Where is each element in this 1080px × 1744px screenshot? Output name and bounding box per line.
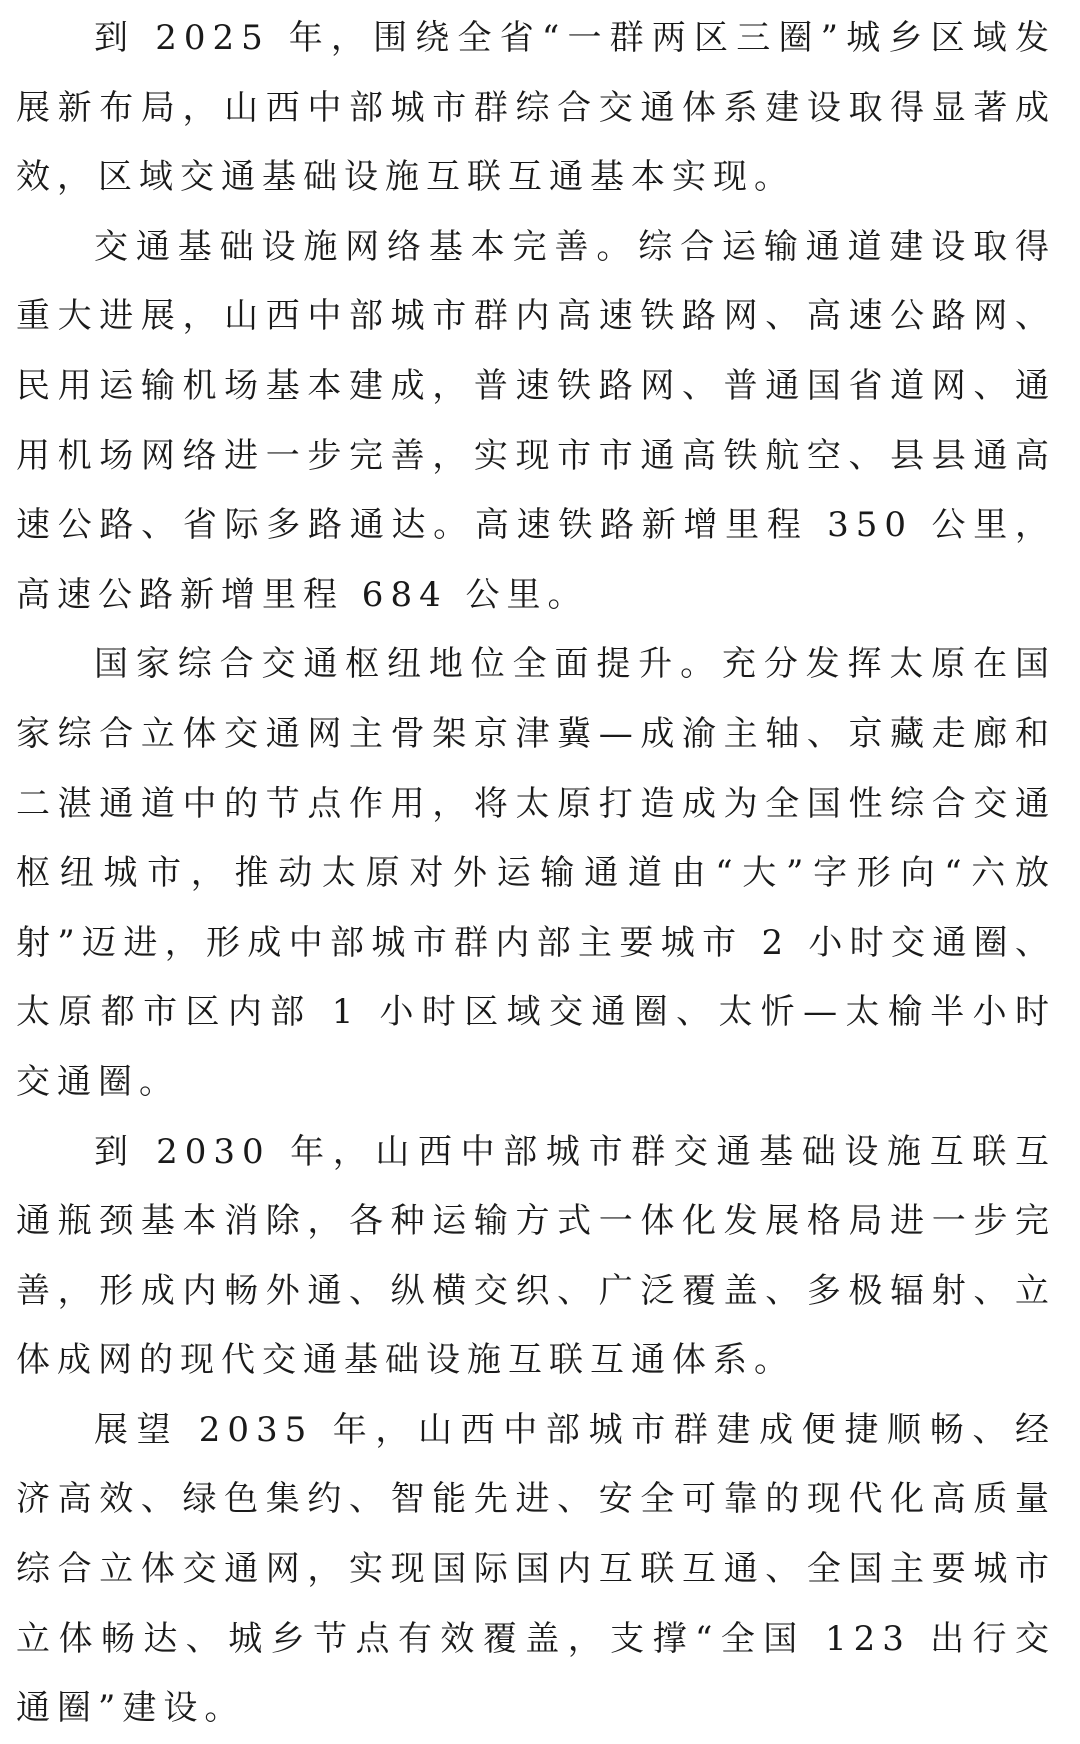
- paragraph-hub-status: 国家综合交通枢纽地位全面提升。充分发挥太原在国家综合立体交通网主骨架京津冀—成渝主轴、京藏走廊和二湛通道中的节点作用，将太原打造成为全国性综合交通枢纽城市，推动太原对外运输通道由“大”字形向“六放射”迈进，形成中部城市群内部主要城市 2 小时交通圈、太原都市区内部 1 小时区域交通圈、太忻—太榆半小时交通圈。: [16, 644, 1056, 1102]
- document-page: [16, 4, 1056, 1744]
- paragraph-2035-outlook: 展望 2035 年，山西中部城市群建成便捷顺畅、经济高效、绿色集约、智能先进、安全可靠的现代化高质量综合立体交通网，实现国际国内互联互通、全国主要城市立体畅达、城乡节点有效覆盖，支撑“全国 123 出行交通圈”建设。: [16, 1409, 1056, 1729]
- paragraph-infrastructure-network: 交通基础设施网络基本完善。综合运输通道建设取得重大进展，山西中部城市群内高速铁路网、高速公路网、民用运输机场基本建成，普速铁路网、普通国省道网、通用机场网络进一步完善，实现市市通高铁航空、县县通高速公路、省际多路通达。高速铁路新增里程 350 公里，高速公路新增里程 684 公里。: [16, 226, 1056, 615]
- paragraph-2025-goal: 到 2025 年，围绕全省“一群两区三圈”城乡区域发展新布局，山西中部城市群综合交通体系建设取得显著成效，区域交通基础设施互联互通基本实现。: [16, 18, 1056, 198]
- paragraph-2030-goal: 到 2030 年，山西中部城市群交通基础设施互联互通瓶颈基本消除，各种运输方式一体化发展格局进一步完善，形成内畅外通、纵横交织、广泛覆盖、多极辐射、立体成网的现代交通基础设施互联互通体系。: [16, 1131, 1056, 1381]
